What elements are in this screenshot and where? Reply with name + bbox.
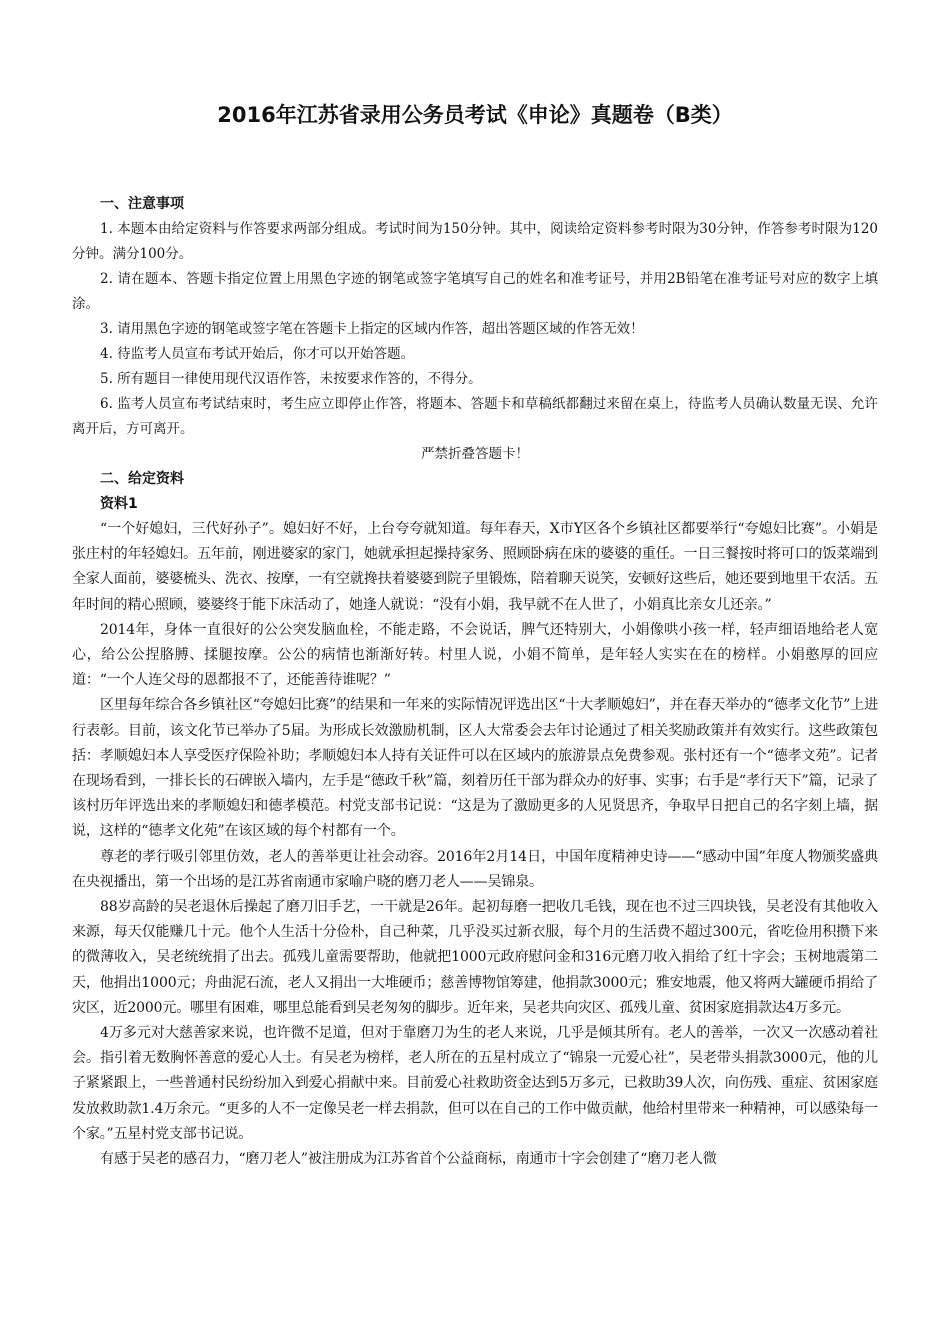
material-paragraph: 尊老的孝行吸引邻里仿效，老人的善举更让社会动容。2016年2月14日，中国年度精神史诗——“感动中国”年度人物颁奖盛典在央视播出，第一个出场的是江苏省南通市家喻户晓的磨刀老人——吴锦泉。 [72,848,879,890]
section-heading-materials: 二、给定资料 [100,471,184,487]
notes-list [72,217,878,442]
material-paragraph: 区里每年综合各乡镇社区“夸媳妇比赛”的结果和一年来的实际情况评选出区“十大孝顺媳妇”，并在春天举办的“德孝文化节”上进行表彰。目前，该文化节已举办了5届。为形成长效激励机制，区人大常委会去年讨论通过了相关奖励政策并有效实行。这些政策包括：孝顺媳妇本人享受医疗保险补助；孝顺媳妇本人持有关证件可以在区域内的旅游景点免费参观。张村还有一个“德孝文苑”。记者在现场看到，一排长长的石碑嵌入墙内，左手是“德政千秋”篇，刻着历任干部为群众办的好事、实事；右手是“孝行天下”篇，记录了该村历年评选出来的孝顺媳妇和德孝模范。村党支部书记说：“这是为了激励更多的人见贤思齐，争取早日把自己的名字刻上墙，据说，这样的“德孝文化苑”在该区域的每个村都有一个。 [72,697,878,840]
note-item: 5. 所有题目一律使用现代汉语作答，未按要求作答的，不得分。 [100,371,482,387]
material-paragraph: “一个好媳妇，三代好孙子”。媳妇好不好，上台夸夸就知道。每年春天，X市Y区各个乡镇社区都要举行“夸媳妇比赛”。小娟是张庄村的年轻媳妇。五年前，刚进婆家的家门，她就承担起操持家务、照顾卧病在床的婆婆的重任。一日三餐按时将可口的饭菜端到全家人面前，婆婆梳头、洗衣、按摩，一有空就搀扶着婆婆到院子里锻炼，陪着聊天说笑，安顿好这些后，她还要到地里干农活。五年时间的精心照顾，婆婆终于能下床活动了，她逢人就说：“没有小娟，我早就不在人世了，小娟真比亲女儿还亲。” [72,521,878,613]
material-paragraph: 有感于吴老的感召力，“磨刀老人”被注册成为江苏省首个公益商标，南通市十字会创建了“磨刀老人微 [100,1151,717,1168]
no-fold-notice: 严禁折叠答题卡！ [421,446,529,462]
section-heading-notes: 一、注意事项 [100,196,184,212]
note-item: 3. 请用黑色字迹的钢笔或签字笔在答题卡上指定的区域内作答，超出答题区域的作答无效！ [100,321,644,337]
note-item: 6. 监考人员宣布考试结束时，考生应立即停止作答，将题本、答题卡和草稿纸都翻过来留在桌上，待监考人员确认数量无误、允许离开后，方可离开。 [72,396,878,437]
note-item: 2. 请在题本、答题卡指定位置上用黑色字迹的钢笔或签字笔填写自己的姓名和准考证号，并用2B铅笔在准考证号对应的数字上填涂。 [72,271,878,312]
material-paragraph: 2014年，身体一直很好的公公突发脑血栓，不能走路，不会说话，脾气还特别大，小娟像哄小孩一样，轻声细语地给老人宽心，给公公捏胳膊、揉腿按摩。公公的病情也渐渐好转。村里人说，小娟不简单，是年轻人实实在在的榜样。小娟憨厚的回应道：“一个人连父母的恩都报不了，还能善待谁呢？” [72,621,878,689]
material-body [72,517,878,1172]
note-item: 1. 本题本由给定资料与作答要求两部分组成。考试时间为150分钟。其中，阅读给定资料参考时限为30分钟，作答参考时限为120分钟。满分100分。 [72,221,878,262]
note-item: 4. 待监考人员宣布考试开始后，你才可以开始答题。 [100,346,415,362]
material-paragraph: 88岁高龄的吴老退休后操起了磨刀旧手艺，一干就是26年。起初每磨一把收几毛钱，现在也不过三四块钱，吴老没有其他收入来源，每天仅能赚几十元。他个人生活十分俭朴，自己种菜，几乎没买过新衣服，每个月的生活费不超过300元，省吃俭用积攒下来的微薄收入，吴老统统捐了出去。孤残儿童需要帮助，他就把1000元政府慰问金和316元磨刀收入捐给了红十字会；玉树地震第二天，他捐出1000元；舟曲泥石流，老人又捐出一大堆硬币；慈善博物馆筹建，他捐款3000元；雅安地震，他又将两大罐硬币捐给了灾区，近2000元。哪里有困难，哪里总能看到吴老匆匆的脚步。近年来，吴老共向灾区、孤残儿童、贫困家庭捐款达4万多元。 [72,899,878,1016]
material-label: 资料1 [100,496,138,512]
page-title: 2016年江苏省录用公务员考试《申论》真题卷（B类） [217,103,733,127]
material-paragraph: 4万多元对大慈善家来说，也许微不足道，但对于靠磨刀为生的老人来说，几乎是倾其所有。老人的善举，一次又一次感动着社会。指引着无数胸怀善意的爱心人士。有吴老为榜样，老人所在的五星村成立了“锦泉一元爱心社”，吴老带头捐款3000元，他的儿子紧紧跟上，一些普通村民纷纷加入到爱心捐献中来。目前爱心社救助资金达到5万多元，已救助39人次，向伤残、重症、贫困家庭发放救助款1.4万余元。“更多的人不一定像吴老一样去捐款，但可以在自己的工作中做贡献，他给村里带来一种精神，可以感染每一个家。”五星村党支部书记说。 [72,1025,878,1142]
